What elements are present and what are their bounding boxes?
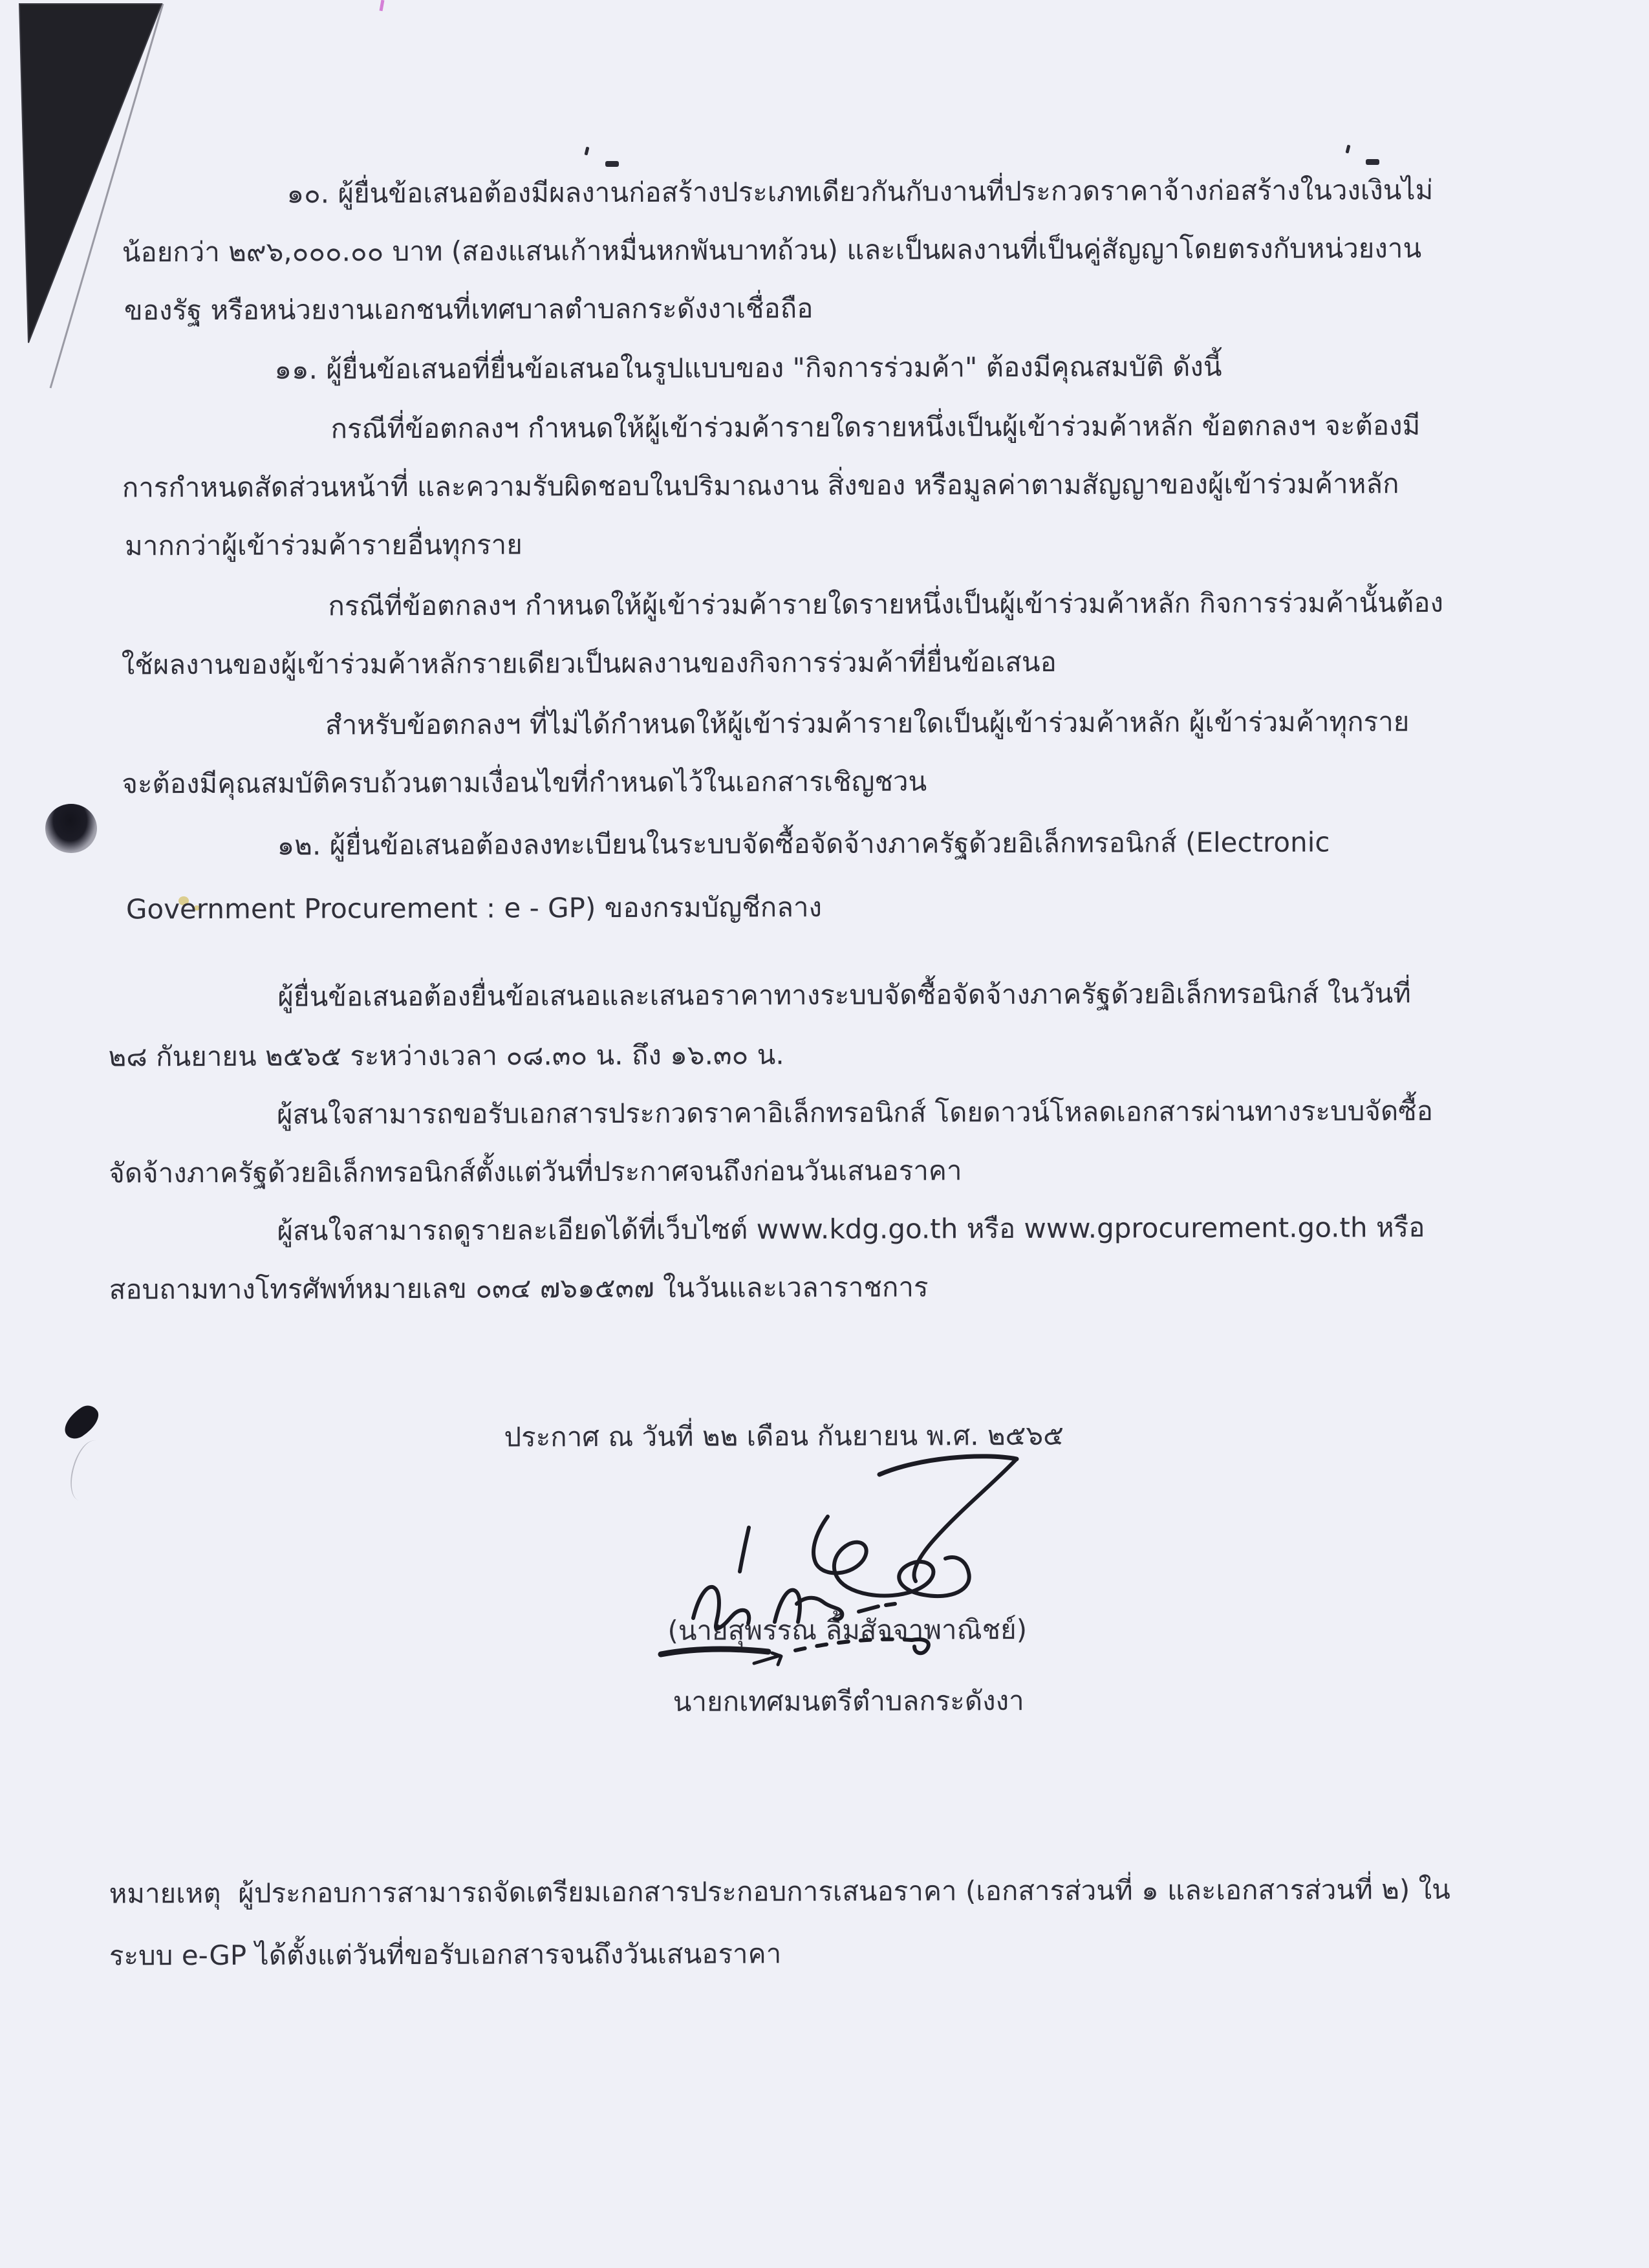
text-line-3: ของรัฐ หรือหน่วยงานเอกชนที่เทศบาลตำบลกระดังงาเชื่อถือ bbox=[124, 292, 814, 327]
text-line-18: ผู้สนใจสามารถดูรายละเอียดได้ที่เว็บไซต์ www.kdg.go.th หรือ www.gprocurement.go.th หรือ bbox=[277, 1211, 1425, 1247]
signature-stroke bbox=[775, 1590, 800, 1622]
text-line-7: มากกว่าผู้เข้าร่วมค้ารายอื่นทุกราย bbox=[125, 528, 523, 562]
signature-handwriting bbox=[634, 1449, 1035, 1669]
signature-stroke bbox=[797, 1598, 842, 1619]
text-line-13: Government Procurement : e - GP) ของกรมบัญชีกลาง bbox=[125, 891, 823, 925]
text-line-14: ผู้ยื่นข้อเสนอต้องยื่นข้อเสนอและเสนอราคาทางระบบจัดซื้อจัดจ้างภาครัฐด้วยอิเล็กทรอนิกส์ ในวันที่ bbox=[277, 977, 1412, 1013]
signature-dashed-underline bbox=[795, 1639, 912, 1650]
text-line-11: จะต้องมีคุณสมบัติครบถ้วนตามเงื่อนไขที่กำหนดไว้ในเอกสารเชิญชวน bbox=[122, 765, 927, 800]
text-line-24: ระบบ e-GP ได้ตั้งแต่วันที่ขอรับเอกสารจนถึงวันเสนอราคา bbox=[109, 1938, 782, 1972]
text-line-17: จัดจ้างภาครัฐด้วยอิเล็กทรอนิกส์ตั้งแต่วันที่ประกาศจนถึงก่อนวันเสนอราคา bbox=[109, 1154, 962, 1189]
text-line-10: สำหรับข้อตกลงฯ ที่ไม่ได้กำหนดให้ผู้เข้าร่วมค้ารายใดเป็นผู้เข้าร่วมค้าหลัก ผู้เข้าร่วมค้าทุกราย bbox=[325, 706, 1410, 741]
signature-stroke bbox=[693, 1587, 749, 1628]
text-line-6: การกำหนดสัดส่วนหน้าที่ และความรับผิดชอบในปริมาณงาน สิ่งของ หรือมูลค่าตามสัญญาของผู้เข้าร่วมค้าหลัก bbox=[122, 468, 1399, 504]
text-line-16: ผู้สนใจสามารถขอรับเอกสารประกวดราคาอิเล็กทรอนิกส์ โดยดาวน์โหลดเอกสารผ่านทางระบบจัดซื้อ bbox=[276, 1095, 1434, 1130]
text-line-15: ๒๘ กันยายน ๒๕๖๕ ระหว่างเวลา ๐๘.๓๐ น. ถึง ๑๖.๓๐ น. bbox=[108, 1039, 784, 1073]
text-line-19: สอบถามทางโทรศัพท์หมายเลข ๐๓๔ ๗๖๑๕๓๗ ในวันและเวลาราชการ bbox=[109, 1271, 929, 1306]
text-line-1: ๑๐. ผู้ยื่นข้อเสนอต้องมีผลงานก่อสร้างประเภทเดียวกันกับงานที่ประกวดราคาจ้างก่อสร้างในวงเงินไม่ bbox=[286, 174, 1434, 210]
text-line-4: ๑๑. ผู้ยื่นข้อเสนอที่ยื่นข้อเสนอในรูปแบบของ "กิจการร่วมค้า" ต้องมีคุณสมบัติ ดังนี้ bbox=[274, 351, 1222, 385]
text-line-8: กรณีที่ข้อตกลงฯ กำหนดให้ผู้เข้าร่วมค้ารายใดรายหนึ่งเป็นผู้เข้าร่วมค้าหลัก กิจการร่วมค้านั้นต้อง bbox=[328, 586, 1444, 622]
text-line-21: (นายสุพรรณ ลิ้มสัจจาพาณิชย์) bbox=[667, 1614, 1028, 1647]
text-line-12: ๑๒. ผู้ยื่นข้อเสนอต้องลงทะเบียนในระบบจัดซื้อจัดจ้างภาครัฐด้วยอิเล็กทรอนิกส์ (Electronic bbox=[277, 826, 1330, 861]
signature-arrow-mark bbox=[754, 1653, 781, 1665]
text-line-22: นายกเทศมนตรีตำบลกระดังงา bbox=[673, 1685, 1024, 1718]
text-line-20: ประกาศ ณ วันที่ ๒๒ เดือน กันยายน พ.ศ. ๒๕๖๕ bbox=[504, 1419, 1064, 1453]
text-line-23: หมายเหตุ ผู้ประกอบการสามารถจัดเตรียมเอกสารประกอบการเสนอราคา (เอกสารส่วนที่ ๑ และเอกสารส่วนที่ ๒) ใน bbox=[109, 1873, 1450, 1910]
signature-underline bbox=[661, 1649, 768, 1654]
signature-stroke bbox=[879, 1456, 1017, 1474]
text-line-2: น้อยกว่า ๒๙๖,๐๐๐.๐๐ บาท (สองแสนเก้าหมื่นหกพันบาทถ้วน) และเป็นผลงานที่เป็นคู่สัญญาโดยตรงกับหน่วยงาน bbox=[122, 232, 1422, 268]
signature-underline-curl bbox=[912, 1639, 929, 1653]
text-line-9: ใช้ผลงานของผู้เข้าร่วมค้าหลักรายเดียวเป็นผลงานของกิจการร่วมค้าที่ยื่นข้อเสนอ bbox=[121, 645, 1057, 681]
signature-stroke bbox=[859, 1604, 895, 1612]
text-line-5: กรณีที่ข้อตกลงฯ กำหนดให้ผู้เข้าร่วมค้ารายใดรายหนึ่งเป็นผู้เข้าร่วมค้าหลัก ข้อตกลงฯ จะต้องมี bbox=[330, 409, 1421, 445]
signature-stroke bbox=[740, 1528, 749, 1571]
